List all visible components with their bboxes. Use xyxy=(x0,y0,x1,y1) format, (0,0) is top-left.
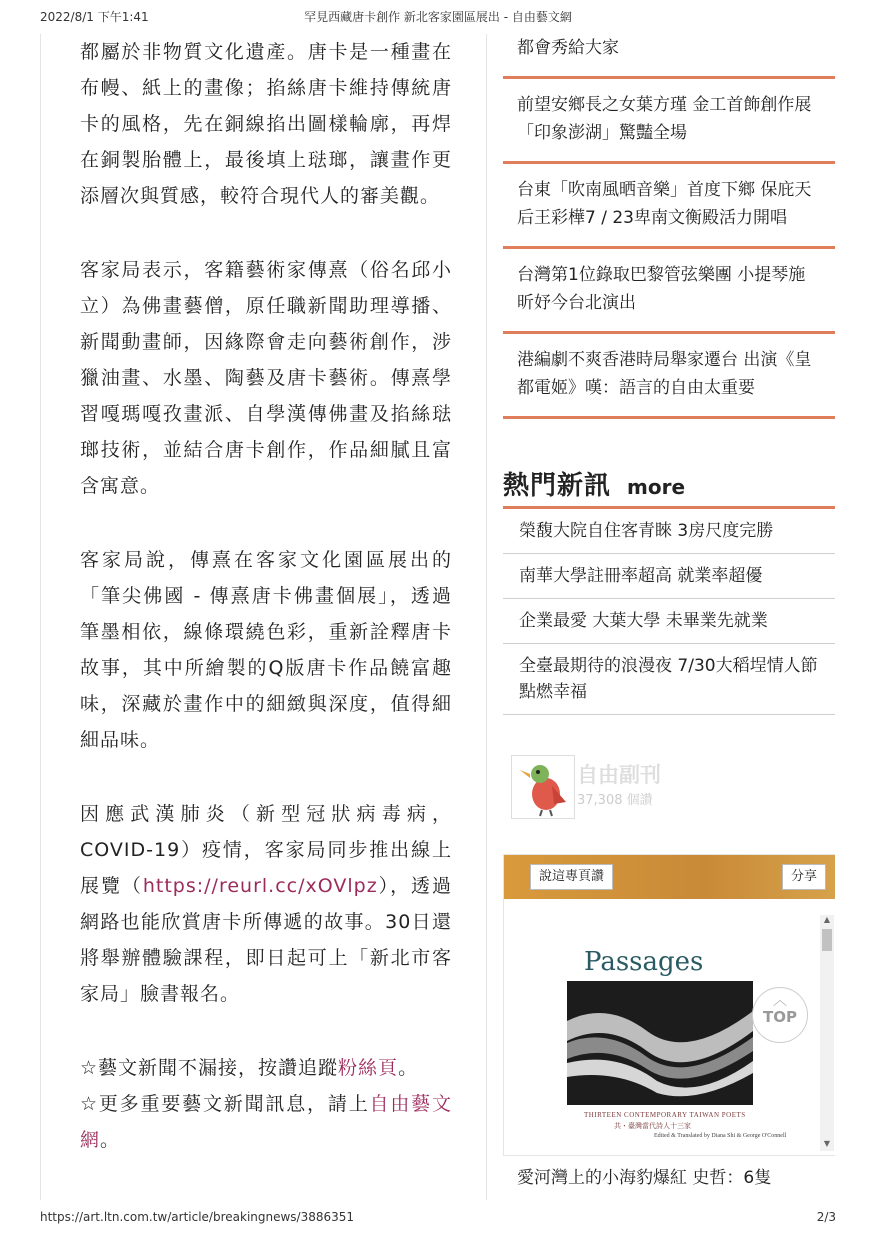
page-url: https://art.ltn.com.tw/article/breakingnews/3886351 xyxy=(40,1210,355,1224)
promo-text: ☆藝文新聞不漏接，按讚追蹤 xyxy=(80,1057,339,1079)
scroll-up-icon[interactable]: ▲ xyxy=(823,915,831,924)
related-news-item[interactable]: 都會秀給大家 xyxy=(503,34,835,79)
column-divider xyxy=(486,34,487,1200)
print-date: 2022/8/1 下午1:41 xyxy=(40,10,149,24)
like-count: 37,308 個讚 xyxy=(577,793,653,808)
promo-text: 。 xyxy=(398,1057,419,1079)
hot-news-item[interactable]: 南華大學註冊率超高 就業率超優 xyxy=(503,554,835,599)
related-news-item[interactable]: 港編劇不爽香港時局舉家遷台 出演《皇都電姬》嘆：語言的自由太重要 xyxy=(503,334,835,419)
embed-scrollbar[interactable] xyxy=(820,915,834,1151)
related-news-item[interactable]: 台東「吹南風晒音樂」首度下鄉 保庇天后王彩樺7 / 23卑南文衡殿活力開唱 xyxy=(503,164,835,249)
facebook-page-card[interactable] xyxy=(503,751,835,821)
facebook-embed xyxy=(503,854,835,1156)
bird-logo-icon xyxy=(512,756,574,818)
article-paragraph: 客家局說，傳熹在客家文化園區展出的「筆尖佛國 - 傳熹唐卡佛畫個展」，透過筆墨相依，線條環繞色彩，重新詮釋唐卡故事，其中所繪製的Q版唐卡作品饒富趣味，深藏於畫作中的細緻與深度，值得細細品味。 xyxy=(80,549,452,751)
fanpage-link[interactable]: 粉絲頁 xyxy=(338,1057,399,1079)
print-header xyxy=(0,0,876,34)
article-paragraph: 都屬於非物質文化遺產。唐卡是一種畫在布幔、紙上的畫像；掐絲唐卡維持傳統唐卡的風格，先在銅線掐出圖樣輪廓，再焊在銅製胎體上，最後填上琺瑯，讓畫作更添層次與質感，較符合現代人的審美觀。 xyxy=(80,41,452,207)
top-label: TOP xyxy=(763,1008,797,1026)
related-news-item[interactable]: 愛河灣上的小海豹爆紅 史哲：6隻 xyxy=(517,1168,772,1188)
like-page-button[interactable]: 說這專頁讚 xyxy=(530,864,613,890)
book-subtitle: THIRTEEN CONTEMPORARY TAIWAN POETS xyxy=(584,1111,746,1119)
left-divider xyxy=(40,34,41,1200)
hot-news-header xyxy=(503,465,835,509)
hot-news-item[interactable]: 榮馥大院自住客青睞 3房尺度完勝 xyxy=(503,509,835,554)
book-title: Passages xyxy=(584,947,704,977)
online-exhibition-link[interactable]: https://reurl.cc/xOVlpz xyxy=(142,875,378,897)
promo-text: ☆更多重要藝文新聞訊息，請上 xyxy=(80,1093,370,1115)
page-title: 罕見西藏唐卡創作 新北客家園區展出 - 自由藝文網 xyxy=(304,10,572,24)
scroll-thumb[interactable] xyxy=(822,929,832,951)
hot-news-item[interactable]: 全臺最期待的浪漫夜 7/30大稻埕情人節點燃幸福 xyxy=(503,644,835,715)
page-name[interactable]: 自由副刊 xyxy=(577,763,661,787)
page-avatar xyxy=(511,755,575,819)
article-text: 因應武漢肺炎（新型冠狀病毒病，COVID-19）疫情，客家局同步推出線上展覽（ xyxy=(80,803,452,897)
article-text: ），透過網路也能欣賞唐卡所傳遞的故事。30日還將舉辦體驗課程，即日起可上「新北市客家局」臉書報名。 xyxy=(80,875,452,1005)
book-subtitle-zh: 共・臺灣當代詩人十三家 xyxy=(614,1122,691,1130)
scroll-down-icon[interactable]: ▼ xyxy=(823,1139,831,1148)
promo-line xyxy=(80,1086,452,1158)
art-site-link[interactable]: 自由藝文網 xyxy=(80,1093,452,1151)
promo-text: 。 xyxy=(100,1129,121,1151)
related-news-item[interactable]: 前望安鄉長之女葉方瑾 金工首飾創作展「印象澎湖」驚豔全場 xyxy=(503,79,835,164)
article-body xyxy=(80,34,452,1200)
page-number: 2/3 xyxy=(816,1210,836,1224)
mountain-artwork-icon xyxy=(567,981,753,1105)
hot-news-item[interactable]: 企業最愛 大葉大學 未畢業先就業 xyxy=(503,599,835,644)
book-editors: Edited & Translated by Diana Shi & George O'Connell xyxy=(654,1133,787,1139)
related-news-item[interactable]: 台灣第1位錄取巴黎管弦樂團 小提琴施昕妤今台北演出 xyxy=(503,249,835,334)
article-paragraph xyxy=(80,796,452,1012)
embed-cover-bar xyxy=(504,855,835,899)
back-to-top-button[interactable] xyxy=(752,987,808,1043)
promo-line xyxy=(80,1050,452,1086)
share-button[interactable]: 分享 xyxy=(782,864,826,890)
hot-news-title: 熱門新訊 xyxy=(503,471,612,501)
article-paragraph: 客家局表示，客籍藝術家傳熹（俗名邱小立）為佛畫藝僧，原任職新聞助理導播、新聞動畫師，因緣際會走向藝術創作，涉獵油畫、水墨、陶藝及唐卡藝術。傳熹學習嘎瑪嘎孜畫派、自學漢傳佛畫及掐絲琺瑯技術，並結合唐卡創作，作品細膩且富含寓意。 xyxy=(80,259,452,497)
sidebar xyxy=(503,34,835,1200)
print-footer xyxy=(0,1200,876,1240)
chevron-up-icon: ︿ xyxy=(773,993,787,1009)
hot-news-more-link[interactable]: more xyxy=(627,475,686,499)
